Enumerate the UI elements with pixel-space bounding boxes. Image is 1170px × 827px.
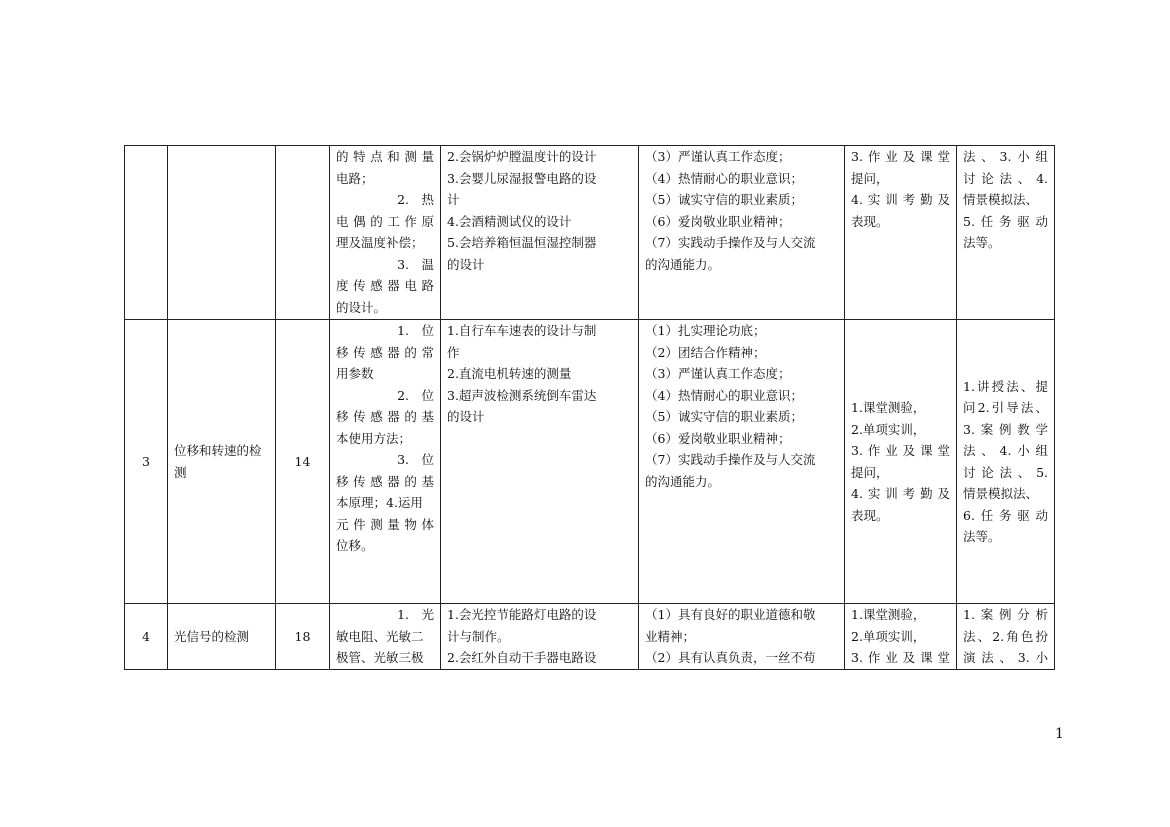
knowledge-line: 的设计。 xyxy=(336,299,387,315)
assessment-cell xyxy=(845,604,957,670)
skills-line: 2.会红外自动干手器电路设 xyxy=(447,650,597,665)
assessment-line: 1.课堂测验， xyxy=(851,400,926,415)
methods-line: 法、2.角色扮 xyxy=(963,628,1048,644)
knowledge-line: 移传感器的基 xyxy=(336,409,434,424)
index-cell: 3 xyxy=(125,320,168,604)
methods-line: 法、3.小组 xyxy=(963,149,1048,164)
methods-line: 3.案例教学 xyxy=(963,421,1048,437)
assessment-line: 4.实训考勤及 xyxy=(851,192,950,207)
knowledge-line: 移传感器的常 xyxy=(336,344,434,360)
methods-line: 法等。 xyxy=(963,235,1001,250)
skills-cell xyxy=(441,146,639,320)
assessment-line: 3.作业及课堂 xyxy=(851,443,950,458)
quality-line: （3）严谨认真工作态度； xyxy=(645,366,791,381)
methods-line: 情景模拟法、 xyxy=(963,486,1039,501)
methods-line: 1.案例分析 xyxy=(963,607,1048,622)
knowledge-line: 理及温度补偿； xyxy=(336,235,424,250)
skills-cell xyxy=(441,604,639,670)
hours-cell: 18 xyxy=(276,604,330,670)
assessment-line: 1.课堂测验， xyxy=(851,607,926,622)
methods-line: 情景模拟法、 xyxy=(963,192,1039,207)
table-row xyxy=(125,146,1055,320)
project-cell: 光信号的检测 xyxy=(168,604,276,670)
knowledge-line: 1. 位 xyxy=(397,323,434,338)
quality-line: （3）严谨认真工作态度； xyxy=(645,149,791,164)
skills-line: 1.会光控节能路灯电路的设 xyxy=(447,607,597,622)
knowledge-line: 极管、光敏三极 xyxy=(336,650,424,665)
assessment-line: 2.单项实训， xyxy=(851,628,926,644)
knowledge-line: 敏电阻、光敏二 xyxy=(336,628,424,644)
knowledge-line: 1. 光 xyxy=(397,607,434,622)
quality-cell xyxy=(639,320,845,604)
quality-line: （5）诚实守信的职业素质； xyxy=(645,192,803,207)
knowledge-line: 元件测量物体 xyxy=(336,516,434,532)
index-cell xyxy=(125,146,168,320)
assessment-line: 提问， xyxy=(851,464,889,480)
skills-line: 计 xyxy=(447,192,460,207)
knowledge-line: 3. 位 xyxy=(397,452,434,467)
skills-line: 5.会培养箱恒温恒湿控制器 xyxy=(447,235,597,250)
assessment-line: 表现。 xyxy=(851,507,889,523)
knowledge-line: 位移。 xyxy=(336,538,374,553)
knowledge-line: 本使用方法； xyxy=(336,430,412,446)
assessment-line: 3.作业及课堂 xyxy=(851,149,950,164)
quality-line: （4）热情耐心的职业意识； xyxy=(645,387,803,403)
skills-line: 的设计 xyxy=(447,256,485,272)
page-number: 1 xyxy=(1055,726,1064,742)
methods-cell xyxy=(957,320,1055,604)
knowledge-cell xyxy=(330,320,441,604)
project-cell xyxy=(168,146,276,320)
methods-line: 5.任务驱动 xyxy=(963,213,1048,229)
skills-line: 的设计 xyxy=(447,409,485,424)
methods-line: 法、4.小组 xyxy=(963,443,1048,458)
knowledge-line: 度传感器电路 xyxy=(336,278,434,293)
methods-cell xyxy=(957,146,1055,320)
assessment-line: 表现。 xyxy=(851,213,889,229)
quality-line: 的沟通能力。 xyxy=(645,256,721,272)
assessment-line: 2.单项实训， xyxy=(851,421,926,437)
assessment-line: 提问， xyxy=(851,170,889,186)
skills-line: 计与制作。 xyxy=(447,628,510,644)
methods-line: 1.讲授法、提 xyxy=(963,378,1048,394)
knowledge-line: 移传感器的基 xyxy=(336,473,434,489)
methods-line: 讨论法、5. xyxy=(963,464,1048,480)
quality-line: （2）具有认真负责，一丝不苟 xyxy=(645,650,816,665)
assessment-line: 3.作业及课堂 xyxy=(851,650,950,665)
methods-line: 6.任务驱动 xyxy=(963,507,1048,523)
quality-line: （1）扎实理论功底； xyxy=(645,323,766,338)
assessment-cell xyxy=(845,146,957,320)
index-cell: 4 xyxy=(125,604,168,670)
skills-line: 4.会酒精测试仪的设计 xyxy=(447,213,572,229)
quality-line: （4）热情耐心的职业意识； xyxy=(645,170,803,186)
quality-line: （5）诚实守信的职业素质； xyxy=(645,409,803,424)
methods-line: 讨论法、4. xyxy=(963,170,1048,186)
methods-cell xyxy=(957,604,1055,670)
methods-line: 问2.引导法、 xyxy=(963,400,1048,415)
knowledge-line: 电偶的工作原 xyxy=(336,213,434,229)
knowledge-line: 的特点和测量 xyxy=(336,149,434,164)
skills-line: 作 xyxy=(447,344,460,360)
knowledge-cell xyxy=(330,146,441,320)
quality-line: （7）实践动手操作及与人交流 xyxy=(645,235,816,250)
knowledge-line: 2. 位 xyxy=(397,387,434,403)
hours-cell: 14 xyxy=(276,320,330,604)
skills-line: 1.自行车车速表的设计与制 xyxy=(447,323,597,338)
quality-line: （7）实践动手操作及与人交流 xyxy=(645,452,816,467)
knowledge-line: 电路； xyxy=(336,170,374,186)
assessment-cell xyxy=(845,320,957,604)
hours-cell xyxy=(276,146,330,320)
methods-line: 演法、3.小 xyxy=(963,650,1048,665)
knowledge-line: 3. 温 xyxy=(397,256,434,272)
quality-line: 的沟通能力。 xyxy=(645,473,721,489)
quality-line: （2）团结合作精神； xyxy=(645,344,766,360)
table-row xyxy=(125,604,1055,670)
course-content-table xyxy=(124,145,1055,670)
assessment-line: 4.实训考勤及 xyxy=(851,486,950,501)
quality-line: （6）爱岗敬业职业精神； xyxy=(645,430,791,446)
knowledge-cell xyxy=(330,604,441,670)
quality-line: （6）爱岗敬业职业精神； xyxy=(645,213,791,229)
table-row xyxy=(125,320,1055,604)
skills-line: 3.会婴儿尿湿报警电路的设 xyxy=(447,170,597,186)
quality-line: （1）具有良好的职业道德和敬 xyxy=(645,607,816,622)
skills-line: 2.会锅炉炉膛温度计的设计 xyxy=(447,149,597,164)
quality-cell xyxy=(639,146,845,320)
quality-line: 业精神； xyxy=(645,628,696,644)
methods-line: 法等。 xyxy=(963,529,1001,544)
skills-line: 2.直流电机转速的测量 xyxy=(447,366,572,381)
project-cell: 位移和转速的检测 xyxy=(168,320,276,604)
knowledge-line: 本原理；4.运用 xyxy=(336,495,423,510)
skills-cell xyxy=(441,320,639,604)
knowledge-line: 用参数 xyxy=(336,366,374,381)
skills-line: 3.超声波检测系统倒车雷达 xyxy=(447,387,597,403)
knowledge-line: 2. 热 xyxy=(397,192,434,207)
quality-cell xyxy=(639,604,845,670)
